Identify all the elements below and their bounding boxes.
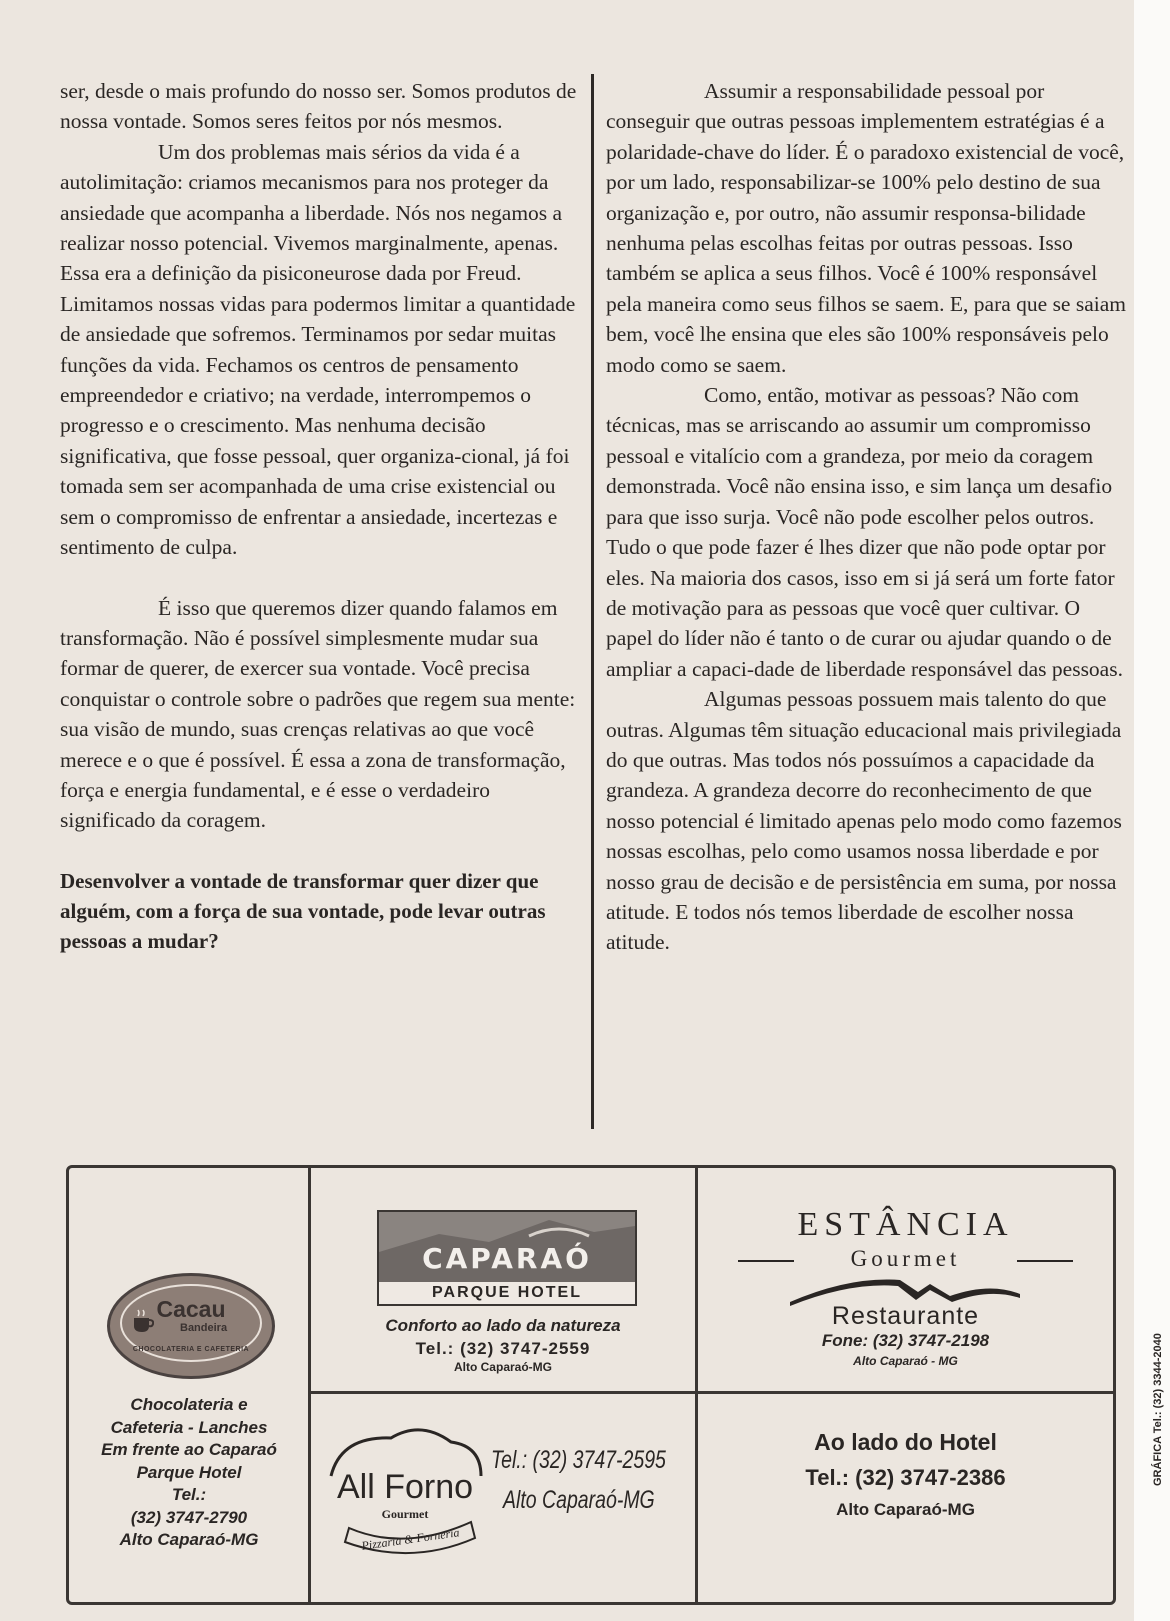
caparao-slogan: Conforto ao lado da natureza	[385, 1316, 621, 1335]
hotel-side-line1: Ao lado do Hotel	[814, 1429, 997, 1455]
caparao-logo	[377, 1210, 637, 1306]
ad-estancia	[698, 1168, 1113, 1391]
cacau-logo	[107, 1273, 275, 1379]
mountain-swoosh-icon	[790, 1272, 1020, 1306]
estancia-phone: Fone: (32) 3747-2198	[821, 1331, 990, 1350]
paragraph: É isso que queremos dizer quando falamos em transformação. Não é possível simplesmente mudar sua formar de querer, de exercer sua vontade. Você precisa conquistar o controle sobre o padrões que regem sua mente: sua visão de mundo, suas crenças relativas ao que você merece e o que é possível. É essa a zona de transformação, força e energia fundamental, e é esse o verdadeiro significado da coragem.	[60, 595, 576, 833]
allforno-logo	[321, 1416, 489, 1556]
estancia-location: Alto Caparaó - MG	[853, 1354, 958, 1368]
article-column-right	[606, 76, 1131, 958]
allforno-phone: Tel.: (32) 3747-2595	[491, 1446, 666, 1474]
allforno-logo-gourmet: Gourmet	[381, 1507, 429, 1521]
allforno-logo-ribbon: Pizzaria & Forneria	[360, 1525, 461, 1553]
cacau-line: Alto Caparaó-MG	[119, 1530, 259, 1549]
caparao-logo-name: CAPARAÓ	[422, 1242, 592, 1275]
cacau-text	[69, 1394, 309, 1552]
ad-cacau	[69, 1168, 308, 1602]
allforno-location: Alto Caparaó-MG	[503, 1486, 655, 1514]
paragraph: Assumir a responsabilidade pessoal por conseguir que outras pessoas implementem estratégias é a polaridade-chave do líder. É o paradoxo existencial de você, por um lado, responsabilizar-se 100% pelo destino de sua organização e, por outro, não assumir responsa-bilidade nenhuma pelas escolhas feitas por outras pessoas. Isso também se aplica a seus filhos. Você é 100% responsável pela maneira como seus filhos se saem. E, para que se saiam bem, você lhe ensina que eles são 100% responsáveis pelo modo como se saem.	[606, 79, 1126, 377]
cacau-logo-name: Cacau	[156, 1296, 226, 1322]
estancia-name: ESTÂNCIA	[797, 1206, 1014, 1243]
paragraph: Um dos problemas mais sérios da vida é a autolimitação: criamos mecanismos para nos proteger da ansiedade que acompanha a liberdade. Nós nos negamos a realizar nosso potencial. Vivemos marginalmente, apenas. Essa era a definição da pisiconeurose dada por Freud. Limitamos nossas vidas para podermos limitar a quantidade de ansiedade que sofremos. Terminamos por sedar muitas funções da vida. Fechamos os centros de pensamento empreendedor e criativo; na verdade, interrompemos o progresso e o crescimento. Mas nenhuma decisão significativa, que fosse pessoal, quer organiza-cional, já foi tomada sem ser acompanhada de uma crise existencial ou sem o compromisso de enfrentar a ansiedade, incertezas e sentimento de culpa.	[60, 139, 576, 560]
article-column-left	[60, 76, 580, 956]
paragraph: Como, então, motivar as pessoas? Não com técnicas, mas se arriscando ao assumir um compromisso pessoal e vitalício com a grandeza, por meio da coragem demonstrada. Você não ensina isso, e sim lança um desafio para que isso surja. Você não pode escolher pelos outros. Tudo o que pode fazer é lhes dizer que não pode optar por eles. Na maioria dos casos, isso em si já será um forte fator de motivação para as pessoas que você quer cultivar. O papel do líder não é tanto o de curar ou ajudar quando o de ampliar a capaci-dade de liberdade responsável das pessoas.	[606, 383, 1123, 681]
ad-hotel-side	[698, 1394, 1113, 1602]
advertisement-panel	[66, 1165, 1116, 1605]
caparao-location: Alto Caparaó-MG	[453, 1360, 552, 1374]
hotel-side-phone: Tel.: (32) 3747-2386	[805, 1465, 1006, 1490]
caparao-phone: Tel.: (32) 3747-2559	[415, 1339, 591, 1358]
paragraph: Algumas pessoas possuem mais talento do que outras. Algumas têm situação educacional mais privilegiada do que outras. Mas todos nós possuímos a capacidade da grandeza. A grandeza decorre do reconhecimento de que nosso potencial é limitado apenas pelo modo como fazemos nossas escolhas, pelo como usamos nossa liberdade e por nosso grau de decisão e de persistência em suma, por nossa atitude. E todos nós temos liberdade de escolher nossa atitude.	[606, 687, 1122, 955]
estancia-gourmet: Gourmet	[738, 1246, 1073, 1272]
cacau-line: Tel.:	[171, 1485, 207, 1504]
hotel-side-location: Alto Caparaó-MG	[836, 1500, 975, 1519]
caparao-logo-sub: PARQUE HOTEL	[432, 1284, 582, 1301]
allforno-logo-name: All Forno	[336, 1468, 474, 1506]
cacau-line: (32) 3747-2790	[130, 1507, 248, 1527]
cacau-line: Parque Hotel	[136, 1462, 242, 1482]
cacau-line: Chocolateria e	[130, 1395, 248, 1414]
cacau-line: Em frente ao Caparaó	[101, 1440, 277, 1459]
paragraph: ser, desde o mais profundo do nosso ser. Somos produtos de nossa vontade. Somos seres feitos por nós mesmos.	[60, 79, 577, 134]
interview-question: Desenvolver a vontade de transformar quer dizer que alguém, com a força de sua vontade, pode levar outras pessoas a mudar?	[60, 868, 546, 953]
column-divider	[591, 74, 594, 1129]
estancia-restaurant: Restaurante	[831, 1302, 980, 1330]
printer-margin-note: GRÁFICA Tel.: (32) 3344-2040	[1152, 1333, 1164, 1486]
cacau-line: Cafeteria - Lanches	[110, 1417, 268, 1437]
ad-allforno	[311, 1394, 695, 1602]
cacau-logo-ring: CHOCOLATERIA E CAFETERIA	[132, 1346, 250, 1353]
ad-caparao-hotel	[311, 1168, 695, 1391]
cacau-logo-sub: Bandeira	[180, 1322, 228, 1334]
